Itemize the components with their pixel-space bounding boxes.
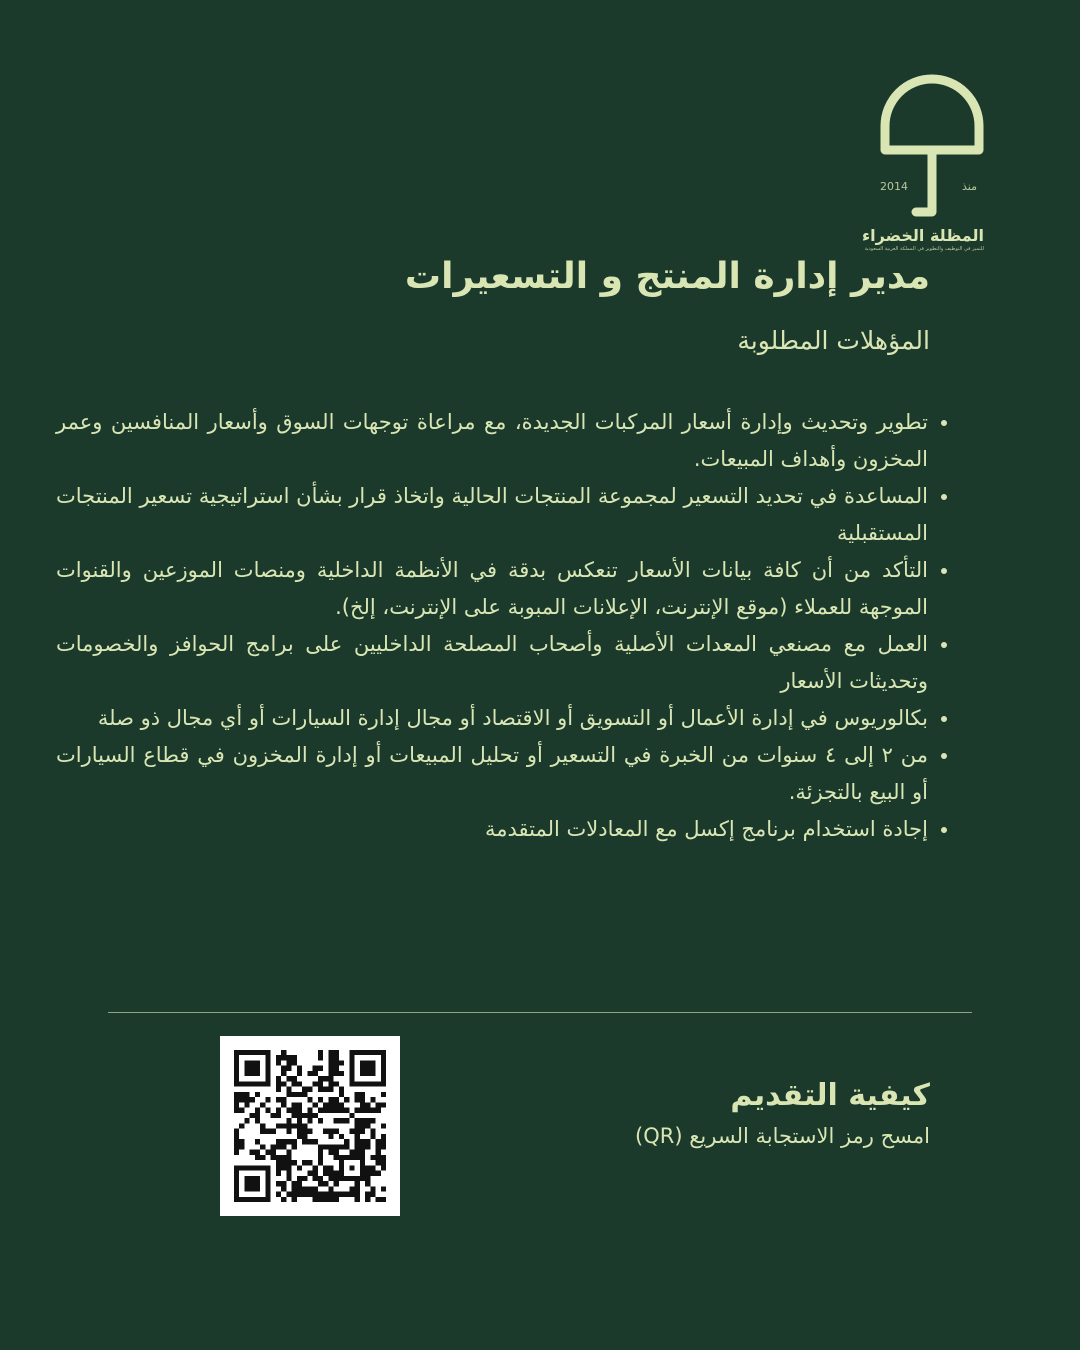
qualification-item: • إجادة استخدام برنامج إكسل مع المعادلات المتقدمة — [56, 811, 928, 848]
qr-code-icon — [234, 1050, 386, 1202]
qualifications-list — [56, 404, 948, 848]
apply-instruction: امسح رمز الاستجابة السريع (QR) — [635, 1124, 930, 1148]
umbrella-icon — [876, 74, 988, 224]
qualification-item: • التأكد من أن كافة بيانات الأسعار تنعكس بدقة في الأنظمة الداخلية ومنصات الموزعين والقنوات الموجهة للعملاء (موقع الإنترنت، الإعلانات المبوبة على الإنترنت، إلخ). — [56, 552, 928, 626]
job-title: مدير إدارة المنتج و التسعيرات — [404, 256, 930, 297]
qualifications-heading: المؤهلات المطلوبة — [737, 326, 930, 355]
logo-name: المظلة الخضراء — [861, 226, 984, 245]
apply-qr-code[interactable] — [220, 1036, 400, 1216]
apply-heading: كيفية التقديم — [730, 1078, 930, 1113]
logo-year: 2014 — [880, 180, 908, 193]
qualification-item: • العمل مع مصنعي المعدات الأصلية وأصحاب المصلحة الداخليين على برامج الحوافز والخصومات وتحديثات الأسعار — [56, 626, 928, 700]
brand-logo — [861, 74, 988, 254]
qualification-item: • من ٢ إلى ٤ سنوات من الخبرة في التسعير أو تحليل المبيعات أو إدارة المخزون في قطاع السيارات أو البيع بالتجزئة. — [56, 737, 928, 811]
section-divider — [108, 1012, 972, 1013]
qualification-item: • بكالوريوس في إدارة الأعمال أو التسويق أو الاقتصاد أو مجال إدارة السيارات أو أي مجال ذو صلة — [56, 700, 928, 737]
qualification-item: • تطوير وتحديث وإدارة أسعار المركبات الجديدة، مع مراعاة توجهات السوق وأسعار المنافسين وعمر المخزون وأهداف المبيعات. — [56, 404, 928, 478]
logo-since-label: منذ — [962, 180, 977, 193]
qualification-item: • المساعدة في تحديد التسعير لمجموعة المنتجات الحالية واتخاذ قرار بشأن استراتيجية تسعير المنتجات المستقبلية — [56, 478, 928, 552]
logo-tagline: للتميز في التوظيف والتطوير في المملكة العربية السعودية — [864, 246, 984, 252]
